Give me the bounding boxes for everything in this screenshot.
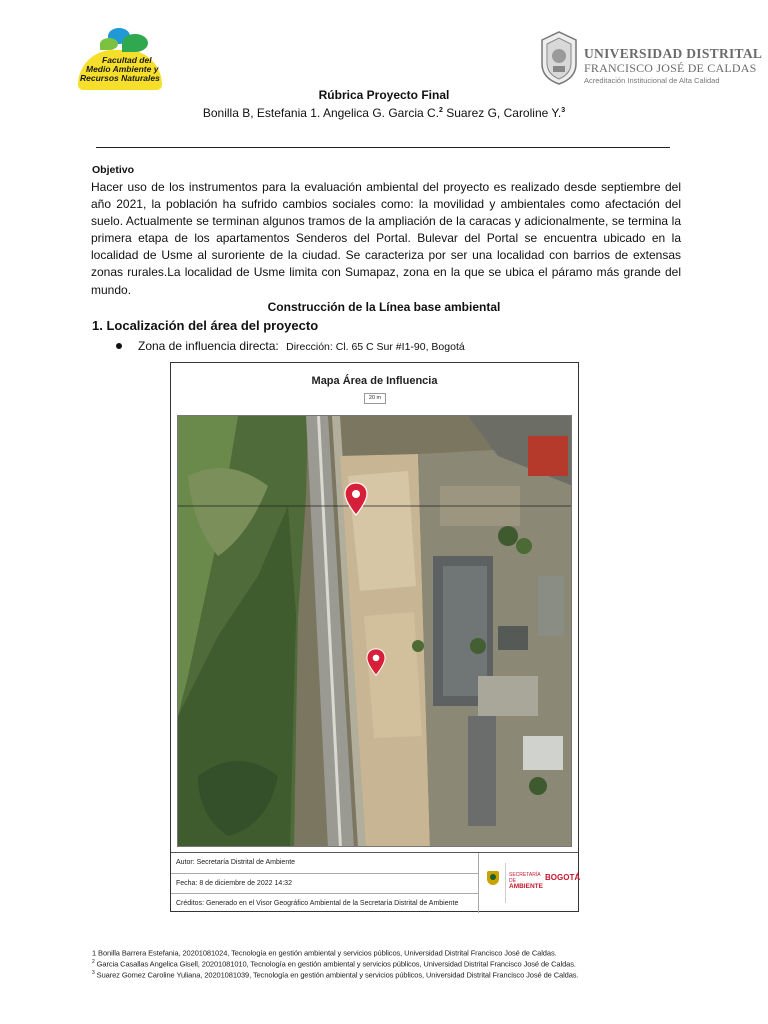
footnote-number: 3 [92, 970, 95, 976]
university-subname: FRANCISCO JOSÉ DE CALDAS [584, 61, 757, 75]
objective-paragraph: Hacer uso de los instrumentos para la evaluación ambiental del proyecto es realizado desde septiembre del año 2021, la población ha sufrido cambios sociales como: la movilidad y ambientales como afectación del suelo. Actualmente se terminan algunos tramos de la ampliación de la caracas y adicionalmente, se termina la primera etapa de los apartamentos Senderos del Portal. Bulevar del Portal se encuentra ubicado en la localidad de Usme al suroriente de la ciudad. Se caracteriza por ser una localidad con barrios de extensas zonas rurales.La localidad de Usme limita con Sumapaz, zona en la que se ubica el páramo más grande del mundo. [91, 180, 681, 297]
accreditation-text: Acreditación Institucional de Alta Calidad [584, 76, 720, 85]
map-title: Mapa Área de Influencia [311, 375, 438, 387]
divider [96, 147, 670, 148]
satellite-image [177, 415, 572, 847]
bullet-label: Zona de influencia directa: [138, 339, 279, 353]
footnote-text: Suarez Gomez Caroline Yuliana, 20201081039, Tecnología en gestión ambiental y servicios públicos, Universidad Distrital Francisco José de Caldas. [94, 970, 579, 980]
faculty-logo-line: Medio Ambiente y [86, 64, 159, 74]
logo-separator [505, 863, 506, 903]
footnote-text: Garcia Casallas Angelica Gisell, 20201081010, Tecnología en gestión ambiental y servicios públicos, Universidad Distrital Francisco José de Caldas. [94, 959, 576, 969]
heading-text: . Localización del área del proyecto [99, 318, 319, 333]
objective-label: Objetivo [92, 164, 135, 176]
university-logo [538, 30, 763, 88]
faculty-logo-line: Facultad del [102, 55, 152, 65]
footnote-ref: 3 [561, 107, 566, 114]
map-date: Fecha: 8 de diciembre de 2022 14:32 [171, 873, 478, 894]
ambiente-logo-small: SECRETARÍA DE [509, 872, 541, 884]
map-scale: 20 m [364, 393, 386, 404]
bullet-address: Dirección: Cl. 65 C Sur #I1-90, Bogotá [286, 341, 465, 353]
leaf-icon [100, 38, 118, 50]
footnote-number: 2 [92, 959, 95, 965]
heading-localizacion [92, 318, 318, 333]
bullet-item [116, 339, 465, 353]
bullet-icon [116, 343, 122, 349]
footnote-ref: 2 [439, 107, 443, 114]
footnote-text: 1 Bonilla Barrera Estefania, 20201081024, Tecnología en gestión ambiental y servicios públicos, Universidad Distrital Francisco José de Caldas. [92, 948, 557, 958]
ambiente-logo [509, 872, 547, 890]
authors-line [0, 106, 768, 120]
map-figure [170, 362, 579, 912]
footnote-3 [92, 970, 578, 980]
location-marker-icon[interactable] [365, 648, 387, 676]
footnote-2 [92, 959, 576, 969]
university-seal-icon [538, 30, 580, 86]
map-logos [478, 853, 581, 913]
map-metadata [171, 852, 581, 912]
section-title: Construcción de la Línea base ambiental [267, 300, 501, 314]
heading-number: 1 [92, 318, 100, 333]
satellite-illustration [178, 416, 572, 847]
faculty-logo-text [80, 56, 164, 83]
ambiente-logo-text: AMBIENTE [509, 883, 543, 890]
authors-text: Bonilla B, Estefania 1. Angelica G. Garcia C. [202, 106, 439, 120]
leaf-icon [122, 34, 148, 52]
map-credits: Créditos: Generado en el Visor Geográfico Ambiental de la Secretaría Distrital de Ambiente [171, 893, 478, 914]
faculty-logo [78, 26, 164, 88]
map-author: Autor: Secretaría Distrital de Ambiente [176, 859, 296, 866]
bogota-coat-of-arms-icon [487, 871, 499, 885]
location-marker-icon[interactable] [343, 482, 369, 516]
faculty-logo-line: Recursos Naturales [80, 73, 160, 83]
university-name: UNIVERSIDAD DISTRITAL [584, 46, 763, 61]
document-title: Rúbrica Proyecto Final [318, 88, 450, 102]
authors-text: Suarez G, Caroline Y. [442, 106, 562, 120]
bogota-logo: BOGOTÁ [545, 873, 581, 882]
footnote-1 [92, 948, 557, 958]
